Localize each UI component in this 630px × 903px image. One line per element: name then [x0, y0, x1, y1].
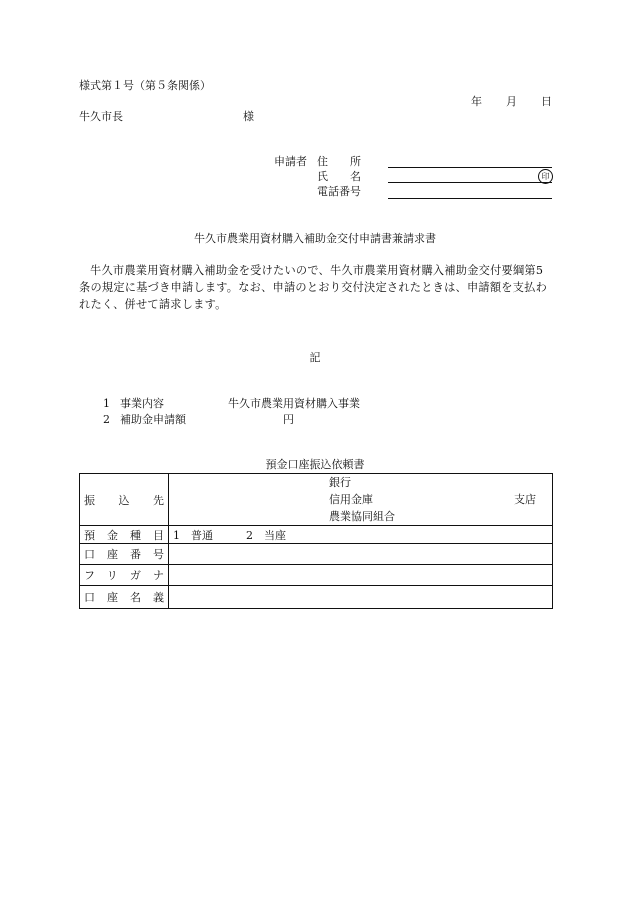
addressee-honorific: 様 [243, 110, 254, 123]
phone-label: 電話番号 [317, 185, 361, 198]
account-name-row [80, 586, 553, 609]
addressee-name: 牛久市長 [79, 110, 123, 123]
account-number-cell[interactable] [169, 544, 553, 565]
item-1-label: 事業内容 [120, 397, 164, 410]
item-2-number: 2 [103, 413, 110, 426]
address-field-line[interactable] [388, 167, 552, 168]
branch-label: 支店 [514, 493, 536, 506]
applicant-label: 申請者 [274, 155, 307, 168]
furigana-row [80, 565, 553, 586]
phone-field-line[interactable] [388, 198, 552, 199]
name-label: 氏 名 [317, 170, 361, 183]
furigana-label: フリガナ [80, 565, 169, 586]
deposit-type-row [80, 526, 553, 544]
transfer-value-cell[interactable] [169, 474, 553, 526]
address-label: 住 所 [317, 155, 361, 168]
account-name-cell[interactable] [169, 586, 553, 609]
account-name-label: 口座名義 [80, 586, 169, 609]
deposit-type-options[interactable]: 1 普通 2 当座 [169, 526, 553, 544]
furigana-cell[interactable] [169, 565, 553, 586]
form-number: 様式第１号（第５条関係） [79, 79, 211, 92]
account-number-label: 口座番号 [80, 544, 169, 565]
date-month-label: 月 [506, 95, 517, 108]
date-day-label: 日 [541, 95, 552, 108]
item-1-number: 1 [103, 397, 110, 410]
bank-table-title: 預金口座振込依頼書 [265, 458, 365, 471]
date-year-label: 年 [471, 95, 482, 108]
bank-type-shinkin: 信用金庫 [329, 493, 373, 506]
document-title: 牛久市農業用資材購入補助金交付申請書兼請求書 [194, 232, 436, 245]
name-field-line[interactable] [388, 182, 552, 183]
transfer-label: 振込先 [80, 474, 169, 526]
item-2-label: 補助金申請額 [120, 413, 186, 426]
transfer-row [80, 474, 553, 526]
bank-transfer-table [79, 473, 553, 609]
body-paragraph: 牛久市農業用資材購入補助金を受けたいので、牛久市農業用資材購入補助金交付要綱第5条の規定に基づき申請します。なお、申請のとおり交付決定されたときは、申請額を支払われたく、併せて請求します。 [79, 264, 548, 311]
item-2-value: 円 [283, 413, 294, 426]
item-1-value: 牛久市農業用資材購入事業 [228, 397, 360, 410]
account-number-row [80, 544, 553, 565]
bank-type-bank: 銀行 [329, 476, 351, 489]
seal-mark: 印 [538, 169, 553, 184]
ki-heading: 記 [309, 351, 321, 364]
deposit-type-label: 預金種目 [80, 526, 169, 544]
bank-type-ja: 農業協同組合 [329, 510, 395, 523]
